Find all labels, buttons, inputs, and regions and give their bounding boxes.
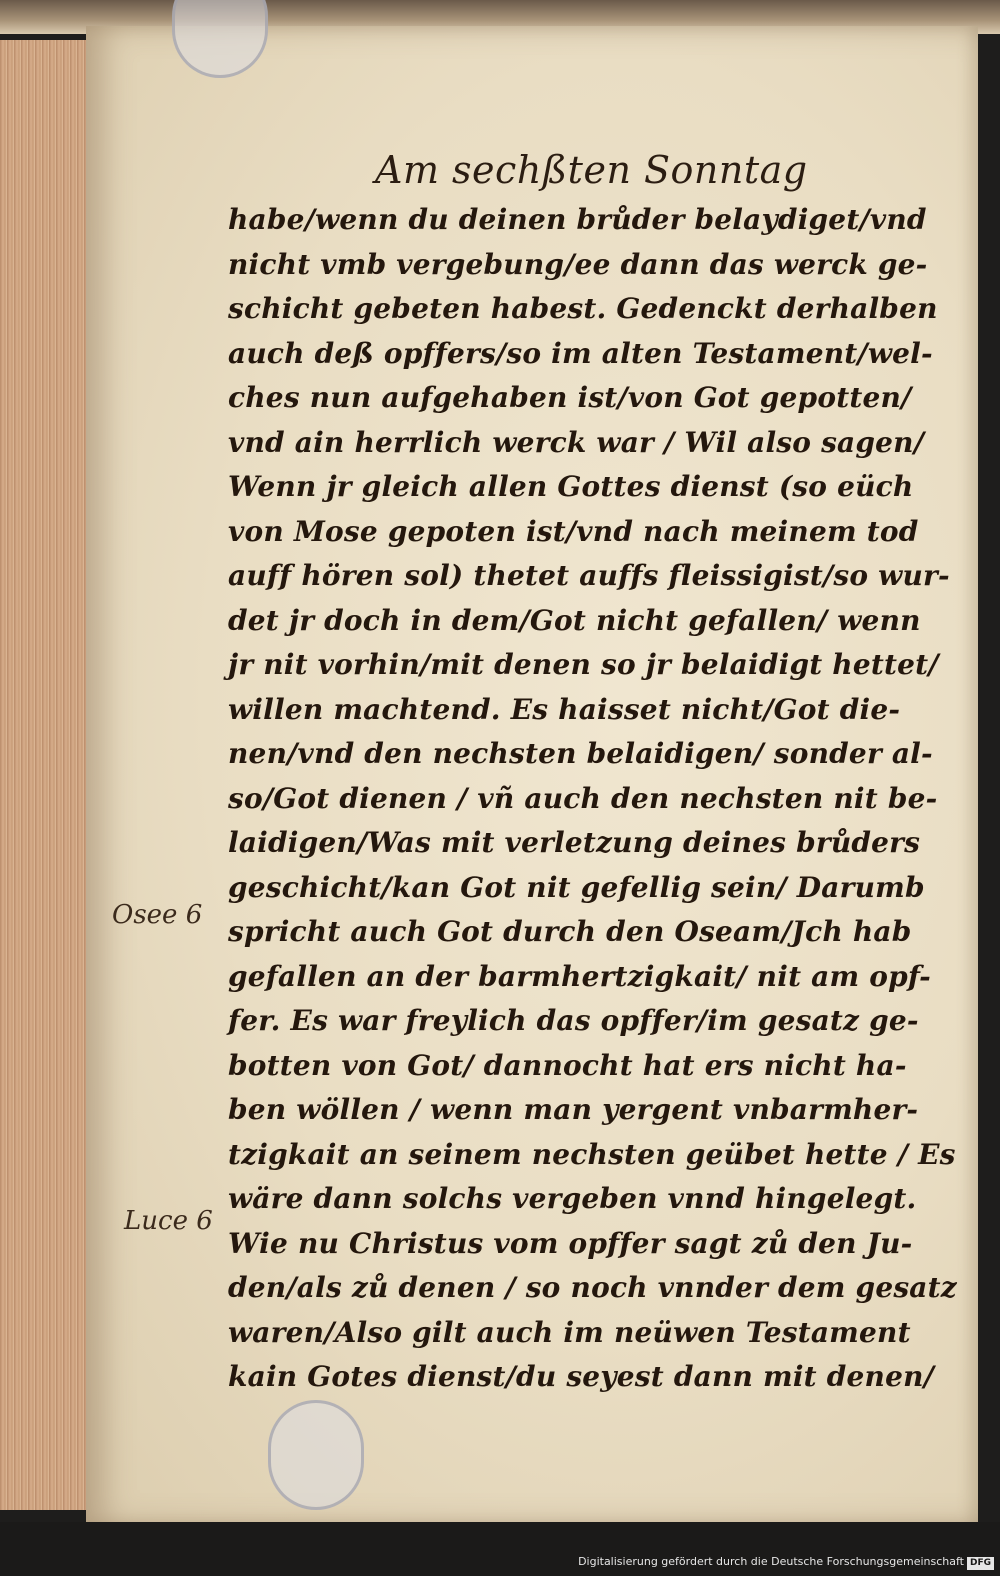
text-line: ben wöllen / wenn man yergent vnbarmher- [228,1093,919,1126]
text-line: Wie nu Christus vom opffer sagt zů den Ju- [228,1226,913,1260]
text-line: botten von Got/ dannocht hat ers nicht ha- [228,1048,907,1082]
text-line: schicht gebeten habest. Gedenckt derhalben [228,292,938,325]
text-line: ches nun aufgehaben ist/von Got gepotten/ [228,381,912,414]
marginal-note-luce: Luce 6 [124,1206,213,1236]
book-page-edges [0,40,94,1510]
text-line: jr nit vorhin/mit denen so jr belaidigt hettet/ [228,648,939,681]
text-line: auff hören sol) thetet auffs fleissigist/so wur- [228,559,950,592]
text-line: laidigen/Was mit verletzung deines brůders [228,826,921,859]
text-line: Wenn jr gleich allen Gottes dienst (so eüch [228,470,914,503]
text-line: geschicht/kan Got nit gefellig sein/ Darumb [228,870,925,904]
text-line: spricht auch Got durch den Oseam/Jch hab [228,915,912,948]
running-header: Am sechßten Sonntag [375,148,808,192]
text-line: vnd ain herrlich werck war / Wil also sagen/ [228,425,925,459]
text-line: det jr doch in dem/Got nicht gefallen/ wenn [228,603,921,637]
text-line: den/als zů denen / so noch vnnder dem gesatz [228,1271,957,1304]
text-line: fer. Es war freylich das opffer/im gesatz ge- [228,1004,919,1037]
text-line: wäre dann solchs vergeben vnnd hingelegt. [228,1182,917,1215]
digitization-credit: Digitalisierung gefördert durch die Deutsche Forschungsgemeinschaft [578,1555,964,1568]
text-line: nicht vmb vergebung/ee dann das werck ge- [228,247,928,281]
body-text [228,198,976,1400]
text-line: willen machtend. Es haisset nicht/Got die- [228,692,901,726]
marginal-note-osee: Osee 6 [112,900,203,930]
text-line: habe/wenn du deinen brůder belaydiget/vnd [228,203,927,236]
text-line: waren/Also gilt auch im neüwen Testament [228,1315,911,1349]
text-line: so/Got dienen / vñ auch den nechsten nit be- [228,781,938,815]
text-line: gefallen an der barmhertzigkait/ nit am opf- [228,959,931,993]
text-line: kain Gotes dienst/du seyest dann mit denen/ [228,1360,935,1393]
text-line: von Mose gepoten ist/vnd nach meinem tod [228,514,919,548]
text-line: nen/vnd den nechsten belaidigen/ sonder al- [228,737,933,770]
dfg-logo: DFG [967,1557,994,1570]
text-line: auch deß opffers/so im alten Testament/wel- [228,336,933,370]
page-clip-bottom [268,1400,364,1510]
text-line: tzigkait an seinem nechsten geübet hette / Es [228,1137,956,1171]
